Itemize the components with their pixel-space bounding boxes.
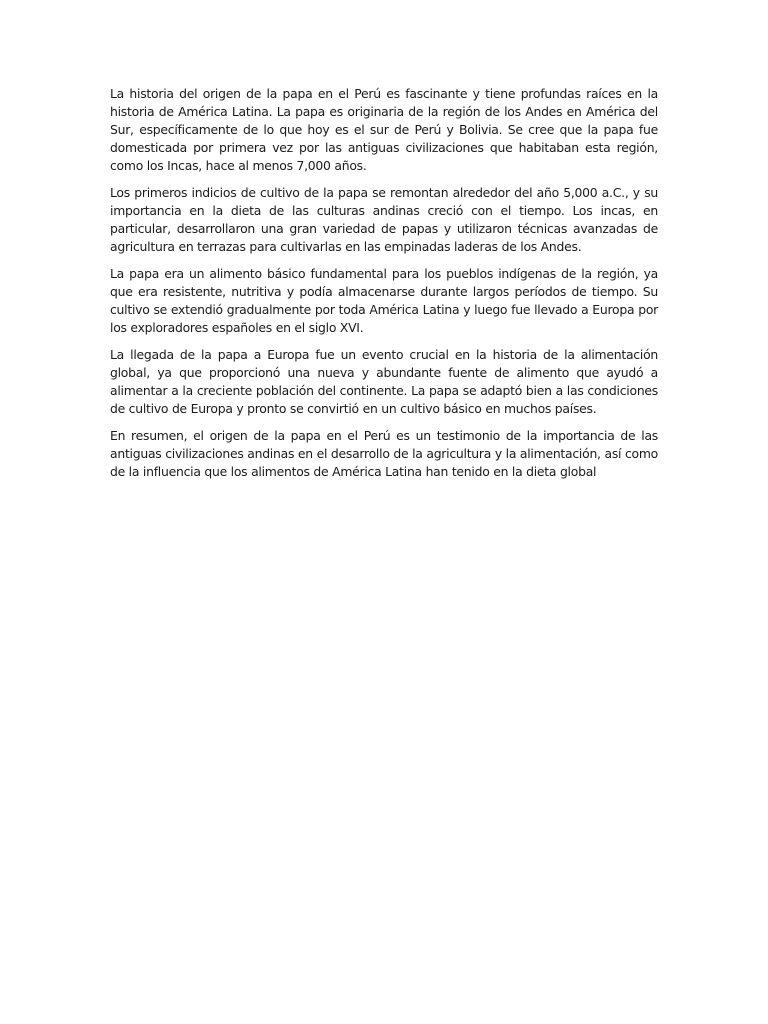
paragraph-staple-food: La papa era un alimento básico fundamental para los pueblos indígenas de la región, ya que era resistente, nutritiva y podía almacenarse durante largos períodos de tiempo. Su cultivo se extendió gradualmente por toda América Latina y luego fue llevado a Europa por los exploradores españoles en el siglo XVI.	[110, 266, 658, 335]
paragraph-arrival-europe: La llegada de la papa a Europa fue un evento crucial en la historia de la alimentación global, ya que proporcionó una nueva y abundante fuente de alimento que ayudó a alimentar a la creciente población del continente. La papa se adaptó bien a las condiciones de cultivo de Europa y pronto se convirtió en un cultivo básico en muchos países.	[110, 347, 658, 416]
paragraph-early-cultivation: Los primeros indicios de cultivo de la papa se remontan alrededor del año 5,000 a.C., y su importancia en la dieta de las culturas andinas creció con el tiempo. Los incas, en particular, desarrollaron una gran variedad de papas y utilizaron técnicas avanzadas de agricultura en terrazas para cultivarlas en las empinadas laderas de los Andes.	[110, 185, 658, 254]
document-body	[110, 85, 658, 490]
paragraph-summary: En resumen, el origen de la papa en el Perú es un testimonio de la importancia de las antiguas civilizaciones andinas en el desarrollo de la agricultura y la alimentación, así como de la influencia que los alimentos de América Latina han tenido en la dieta global	[110, 428, 658, 479]
paragraph-origin: La historia del origen de la papa en el Perú es fascinante y tiene profundas raíces en la historia de América Latina. La papa es originaria de la región de los Andes en América del Sur, específicamente de lo que hoy es el sur de Perú y Bolivia. Se cree que la papa fue domesticada por primera vez por las antiguas civilizaciones que habitaban esta región, como los Incas, hace al menos 7,000 años.	[110, 86, 658, 173]
